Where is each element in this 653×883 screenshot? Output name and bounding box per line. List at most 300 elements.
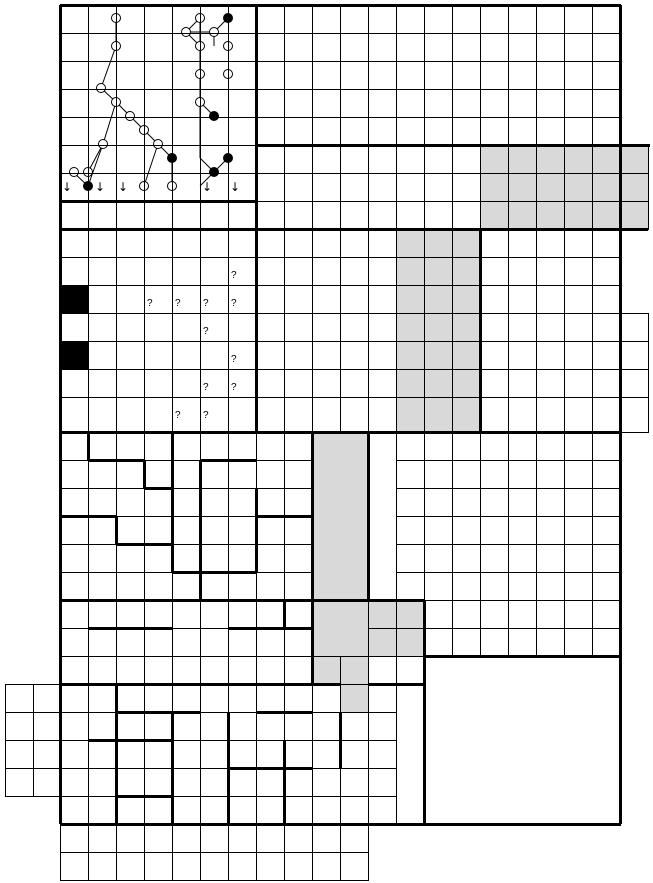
grid-cell[interactable]: [88, 656, 117, 685]
grid-cell[interactable]: [424, 89, 453, 118]
grid-cell[interactable]: [60, 656, 89, 685]
grid-cell[interactable]: [340, 145, 369, 174]
grid-cell[interactable]: [60, 89, 89, 118]
grid-cell[interactable]: [60, 145, 89, 174]
grid-cell[interactable]: [200, 257, 229, 286]
side-cell[interactable]: [5, 740, 34, 769]
side-cell[interactable]: [33, 740, 62, 769]
grid-cell[interactable]: [256, 145, 285, 174]
grid-cell[interactable]: [452, 628, 481, 657]
grid-cell[interactable]: [60, 257, 89, 286]
grid-cell[interactable]: [284, 516, 313, 545]
grid-cell[interactable]: [592, 61, 621, 90]
grid-cell[interactable]: [340, 285, 369, 314]
grid-cell[interactable]: [256, 712, 285, 741]
grid-cell[interactable]: [60, 369, 89, 398]
grid-cell[interactable]: [256, 796, 285, 825]
grid-cell[interactable]: [424, 488, 453, 517]
grid-cell[interactable]: [172, 796, 201, 825]
grid-cell[interactable]: [592, 33, 621, 62]
grid-cell[interactable]: [200, 712, 229, 741]
grid-cell[interactable]: [536, 544, 565, 573]
grid-cell[interactable]: [508, 117, 537, 146]
grid-cell[interactable]: [88, 285, 117, 314]
grid-cell[interactable]: [508, 61, 537, 90]
grid-cell[interactable]: [284, 145, 313, 174]
bottom-cell[interactable]: [88, 852, 117, 881]
grid-cell[interactable]: [592, 89, 621, 118]
grid-cell[interactable]: [200, 61, 229, 90]
grid-cell[interactable]: [396, 572, 425, 601]
grid-cell[interactable]: [228, 201, 257, 230]
grid-cell[interactable]: [508, 572, 537, 601]
grid-cell[interactable]: [508, 460, 537, 489]
grid-cell[interactable]: [88, 313, 117, 342]
grid-cell[interactable]: [452, 488, 481, 517]
grid-cell[interactable]: [284, 117, 313, 146]
grid-cell[interactable]: [88, 145, 117, 174]
grid-cell[interactable]: [60, 572, 89, 601]
grid-cell[interactable]: [284, 33, 313, 62]
grid-cell[interactable]: [88, 684, 117, 713]
bottom-cell[interactable]: [228, 824, 257, 853]
grid-cell[interactable]: [116, 229, 145, 258]
bottom-cell[interactable]: [340, 852, 369, 881]
grid-cell[interactable]: [200, 544, 229, 573]
grid-cell[interactable]: [116, 341, 145, 370]
grid-cell[interactable]: [172, 572, 201, 601]
grid-cell[interactable]: [340, 369, 369, 398]
grid-cell[interactable]: [452, 313, 481, 342]
grid-cell[interactable]: [508, 369, 537, 398]
grid-cell[interactable]: [312, 313, 341, 342]
grid-cell[interactable]: [536, 173, 565, 202]
grid-cell[interactable]: [424, 285, 453, 314]
grid-cell[interactable]: [368, 5, 397, 34]
grid-cell[interactable]: [284, 257, 313, 286]
grid-cell[interactable]: [172, 656, 201, 685]
grid-cell[interactable]: [508, 600, 537, 629]
grid-cell[interactable]: [60, 684, 89, 713]
bottom-cell[interactable]: [312, 824, 341, 853]
grid-cell[interactable]: [536, 89, 565, 118]
grid-cell[interactable]: [452, 600, 481, 629]
grid-cell[interactable]: [228, 712, 257, 741]
grid-cell[interactable]: [200, 89, 229, 118]
grid-cell[interactable]: [144, 5, 173, 34]
grid-cell[interactable]: [536, 285, 565, 314]
grid-cell[interactable]: [340, 33, 369, 62]
grid-cell[interactable]: [60, 61, 89, 90]
grid-cell[interactable]: [228, 600, 257, 629]
grid-cell[interactable]: [368, 313, 397, 342]
grid-cell[interactable]: [536, 117, 565, 146]
bottom-cell[interactable]: [312, 852, 341, 881]
grid-cell[interactable]: [424, 628, 453, 657]
grid-cell[interactable]: [256, 201, 285, 230]
grid-cell[interactable]: [88, 768, 117, 797]
grid-cell[interactable]: [480, 488, 509, 517]
grid-cell[interactable]: [116, 5, 145, 34]
grid-cell[interactable]: [228, 432, 257, 461]
grid-cell[interactable]: [116, 628, 145, 657]
grid-cell[interactable]: [200, 460, 229, 489]
grid-cell[interactable]: [116, 313, 145, 342]
grid-cell[interactable]: [480, 460, 509, 489]
grid-cell[interactable]: [424, 5, 453, 34]
grid-cell[interactable]: [340, 229, 369, 258]
grid-cell[interactable]: [564, 89, 593, 118]
grid-cell[interactable]: [256, 656, 285, 685]
grid-cell[interactable]: [200, 5, 229, 34]
grid-cell[interactable]: [508, 201, 537, 230]
grid-cell[interactable]: [508, 89, 537, 118]
grid-cell[interactable]: [256, 600, 285, 629]
grid-cell[interactable]: [396, 397, 425, 433]
grid-cell[interactable]: [340, 768, 369, 797]
grid-cell[interactable]: [172, 229, 201, 258]
grid-cell[interactable]: [396, 432, 425, 461]
grid-cell[interactable]: [116, 145, 145, 174]
grid-cell[interactable]: [480, 432, 509, 461]
grid-cell[interactable]: [284, 285, 313, 314]
grid-cell[interactable]: [368, 768, 397, 797]
bottom-cell[interactable]: [88, 824, 117, 853]
grid-cell[interactable]: [200, 600, 229, 629]
grid-cell[interactable]: [508, 628, 537, 657]
grid-cell[interactable]: [592, 572, 621, 601]
grid-cell[interactable]: [368, 341, 397, 370]
grid-cell[interactable]: [480, 173, 509, 202]
grid-cell[interactable]: [424, 397, 453, 433]
grid-cell[interactable]: [452, 33, 481, 62]
grid-cell[interactable]: [116, 600, 145, 629]
grid-cell[interactable]: [340, 89, 369, 118]
grid-cell[interactable]: [452, 173, 481, 202]
grid-cell[interactable]: [256, 61, 285, 90]
grid-cell[interactable]: [228, 628, 257, 657]
grid-cell[interactable]: [564, 432, 593, 461]
grid-cell[interactable]: [396, 201, 425, 230]
grid-cell[interactable]: [60, 712, 89, 741]
grid-cell[interactable]: [452, 117, 481, 146]
grid-cell[interactable]: [172, 432, 201, 461]
grid-cell[interactable]: [144, 460, 173, 489]
grid-cell[interactable]: [284, 600, 313, 629]
grid-cell[interactable]: [256, 229, 285, 258]
grid-cell[interactable]: [424, 257, 453, 286]
grid-cell[interactable]: [256, 341, 285, 370]
grid-cell[interactable]: [88, 544, 117, 573]
grid-cell[interactable]: [88, 712, 117, 741]
grid-cell[interactable]: [312, 5, 341, 34]
grid-cell[interactable]: [480, 257, 509, 286]
grid-cell[interactable]: [200, 488, 229, 517]
grid-cell[interactable]: [564, 33, 593, 62]
grid-cell[interactable]: [60, 313, 89, 342]
grid-cell[interactable]: [228, 544, 257, 573]
grid-cell[interactable]: [144, 796, 173, 825]
grid-cell[interactable]: [116, 369, 145, 398]
grid-cell[interactable]: [480, 33, 509, 62]
grid-cell[interactable]: [340, 313, 369, 342]
grid-cell[interactable]: [396, 117, 425, 146]
grid-cell[interactable]: [144, 201, 173, 230]
grid-cell[interactable]: [256, 740, 285, 769]
bottom-cell[interactable]: [172, 824, 201, 853]
grid-cell[interactable]: [144, 544, 173, 573]
grid-cell[interactable]: [312, 89, 341, 118]
grid-cell[interactable]: [424, 600, 453, 629]
grid-cell[interactable]: [116, 117, 145, 146]
grid-cell[interactable]: [312, 257, 341, 286]
grid-cell[interactable]: [284, 460, 313, 489]
grid-cell[interactable]: [312, 740, 341, 769]
grid-cell[interactable]: [536, 341, 565, 370]
grid-cell[interactable]: [452, 257, 481, 286]
grid-cell[interactable]: [564, 600, 593, 629]
grid-cell[interactable]: [396, 369, 425, 398]
bottom-cell[interactable]: [144, 852, 173, 881]
grid-cell[interactable]: [368, 740, 397, 769]
grid-cell[interactable]: [228, 656, 257, 685]
grid-cell[interactable]: [144, 61, 173, 90]
grid-cell[interactable]: [340, 5, 369, 34]
grid-cell[interactable]: [508, 544, 537, 573]
grid-cell[interactable]: [228, 117, 257, 146]
grid-cell[interactable]: [116, 516, 145, 545]
grid-cell[interactable]: [60, 796, 89, 825]
grid-cell[interactable]: [312, 145, 341, 174]
grid-cell[interactable]: [368, 145, 397, 174]
grid-cell[interactable]: [452, 516, 481, 545]
grid-cell[interactable]: [564, 229, 593, 258]
grid-cell[interactable]: [564, 628, 593, 657]
grid-cell[interactable]: [228, 5, 257, 34]
bottom-cell[interactable]: [172, 852, 201, 881]
grid-cell[interactable]: [284, 796, 313, 825]
grid-cell[interactable]: [284, 61, 313, 90]
grid-cell[interactable]: [452, 341, 481, 370]
grid-cell[interactable]: [508, 33, 537, 62]
grid-cell[interactable]: [144, 572, 173, 601]
grid-cell[interactable]: [424, 341, 453, 370]
grid-cell[interactable]: [312, 201, 341, 230]
grid-cell[interactable]: [88, 257, 117, 286]
grid-cell[interactable]: [536, 229, 565, 258]
grid-cell[interactable]: [172, 600, 201, 629]
grid-cell[interactable]: [396, 173, 425, 202]
grid-cell[interactable]: [88, 600, 117, 629]
grid-cell[interactable]: [116, 544, 145, 573]
grid-cell[interactable]: [172, 516, 201, 545]
grid-cell[interactable]: [592, 397, 621, 433]
grid-cell[interactable]: [536, 488, 565, 517]
grid-cell[interactable]: [116, 285, 145, 314]
grid-cell[interactable]: [592, 488, 621, 517]
grid-cell[interactable]: [536, 145, 565, 174]
grid-cell[interactable]: [340, 796, 369, 825]
grid-cell[interactable]: [368, 229, 397, 258]
bottom-cell[interactable]: [116, 852, 145, 881]
grid-cell[interactable]: [368, 397, 397, 433]
grid-cell[interactable]: [172, 544, 201, 573]
bottom-cell[interactable]: [200, 852, 229, 881]
grid-cell[interactable]: [424, 516, 453, 545]
grid-cell[interactable]: [536, 397, 565, 433]
grid-cell[interactable]: [368, 257, 397, 286]
grid-cell[interactable]: [172, 369, 201, 398]
grid-cell[interactable]: [284, 684, 313, 713]
grid-cell[interactable]: [592, 257, 621, 286]
grid-cell[interactable]: [172, 89, 201, 118]
grid-cell[interactable]: [368, 712, 397, 741]
grid-cell[interactable]: [256, 285, 285, 314]
grid-cell[interactable]: [480, 89, 509, 118]
grid-cell[interactable]: [144, 768, 173, 797]
grid-cell[interactable]: [368, 61, 397, 90]
grid-cell[interactable]: [564, 488, 593, 517]
grid-cell[interactable]: [480, 285, 509, 314]
side-cell[interactable]: [33, 768, 62, 797]
grid-cell[interactable]: [256, 397, 285, 433]
grid-cell[interactable]: [228, 460, 257, 489]
grid-cell[interactable]: [256, 33, 285, 62]
grid-cell[interactable]: [200, 432, 229, 461]
grid-cell[interactable]: [200, 33, 229, 62]
grid-cell[interactable]: [256, 628, 285, 657]
grid-cell[interactable]: [508, 313, 537, 342]
grid-cell[interactable]: [200, 740, 229, 769]
grid-cell[interactable]: [536, 432, 565, 461]
grid-cell[interactable]: [144, 33, 173, 62]
grid-cell[interactable]: [60, 432, 89, 461]
grid-cell[interactable]: [88, 201, 117, 230]
grid-cell[interactable]: [340, 656, 369, 685]
grid-cell[interactable]: [368, 796, 397, 825]
grid-cell[interactable]: [116, 572, 145, 601]
grid-cell[interactable]: [60, 173, 89, 202]
grid-cell[interactable]: [536, 201, 565, 230]
grid-cell[interactable]: [424, 544, 453, 573]
grid-cell[interactable]: [452, 369, 481, 398]
grid-cell[interactable]: [368, 285, 397, 314]
grid-cell[interactable]: [60, 600, 89, 629]
grid-cell[interactable]: [116, 460, 145, 489]
grid-cell[interactable]: [396, 89, 425, 118]
grid-cell[interactable]: [452, 201, 481, 230]
grid-cell[interactable]: [564, 516, 593, 545]
grid-cell[interactable]: [144, 145, 173, 174]
grid-cell[interactable]: [256, 117, 285, 146]
grid-cell[interactable]: [340, 684, 369, 713]
grid-cell[interactable]: [88, 628, 117, 657]
grid-cell[interactable]: [592, 369, 621, 398]
grid-cell[interactable]: [284, 173, 313, 202]
grid-cell[interactable]: [396, 285, 425, 314]
grid-cell[interactable]: [284, 628, 313, 657]
grid-cell[interactable]: [256, 488, 285, 517]
grid-cell[interactable]: [368, 33, 397, 62]
side-cell[interactable]: [5, 684, 34, 713]
grid-cell[interactable]: [564, 341, 593, 370]
grid-cell[interactable]: [144, 488, 173, 517]
grid-cell[interactable]: [396, 257, 425, 286]
grid-cell[interactable]: [340, 397, 369, 433]
side-cell[interactable]: [5, 712, 34, 741]
grid-cell[interactable]: [200, 341, 229, 370]
grid-cell[interactable]: [396, 5, 425, 34]
grid-cell[interactable]: [144, 89, 173, 118]
bottom-cell[interactable]: [284, 852, 313, 881]
grid-cell[interactable]: [88, 740, 117, 769]
grid-cell[interactable]: [284, 229, 313, 258]
grid-cell[interactable]: [424, 460, 453, 489]
grid-cell[interactable]: [312, 397, 341, 433]
grid-cell[interactable]: [340, 257, 369, 286]
grid-cell[interactable]: [60, 740, 89, 769]
grid-cell[interactable]: [200, 516, 229, 545]
grid-cell[interactable]: [200, 117, 229, 146]
bottom-cell[interactable]: [228, 852, 257, 881]
grid-cell[interactable]: [480, 61, 509, 90]
grid-cell[interactable]: [592, 460, 621, 489]
grid-cell[interactable]: [228, 488, 257, 517]
grid-cell[interactable]: [116, 712, 145, 741]
side-cell[interactable]: [33, 712, 62, 741]
grid-cell[interactable]: [312, 341, 341, 370]
grid-cell[interactable]: [284, 341, 313, 370]
grid-cell[interactable]: [88, 369, 117, 398]
grid-cell[interactable]: [536, 313, 565, 342]
grid-cell[interactable]: [424, 432, 453, 461]
grid-cell[interactable]: [200, 173, 229, 202]
grid-cell[interactable]: [88, 341, 117, 370]
grid-cell[interactable]: [396, 313, 425, 342]
grid-cell[interactable]: [200, 684, 229, 713]
grid-cell[interactable]: [228, 516, 257, 545]
grid-cell[interactable]: [172, 740, 201, 769]
grid-cell[interactable]: [116, 257, 145, 286]
side-cell[interactable]: [33, 684, 62, 713]
grid-cell[interactable]: [340, 61, 369, 90]
grid-cell[interactable]: [340, 712, 369, 741]
grid-cell[interactable]: [396, 628, 425, 657]
grid-cell[interactable]: [480, 341, 509, 370]
grid-cell[interactable]: [200, 145, 229, 174]
grid-cell[interactable]: [312, 33, 341, 62]
grid-cell[interactable]: [60, 460, 89, 489]
grid-cell[interactable]: [172, 257, 201, 286]
grid-cell[interactable]: [284, 768, 313, 797]
grid-cell[interactable]: [536, 600, 565, 629]
grid-cell[interactable]: [564, 117, 593, 146]
grid-cell[interactable]: [228, 229, 257, 258]
grid-cell[interactable]: [88, 516, 117, 545]
grid-cell[interactable]: [592, 285, 621, 314]
grid-cell[interactable]: [452, 397, 481, 433]
grid-cell[interactable]: [60, 488, 89, 517]
grid-cell[interactable]: [88, 173, 117, 202]
grid-cell[interactable]: [564, 460, 593, 489]
grid-cell[interactable]: [312, 61, 341, 90]
grid-cell[interactable]: [116, 33, 145, 62]
grid-cell[interactable]: [564, 145, 593, 174]
grid-cell[interactable]: [452, 285, 481, 314]
grid-cell[interactable]: [256, 768, 285, 797]
grid-cell[interactable]: [60, 628, 89, 657]
grid-cell[interactable]: [256, 5, 285, 34]
